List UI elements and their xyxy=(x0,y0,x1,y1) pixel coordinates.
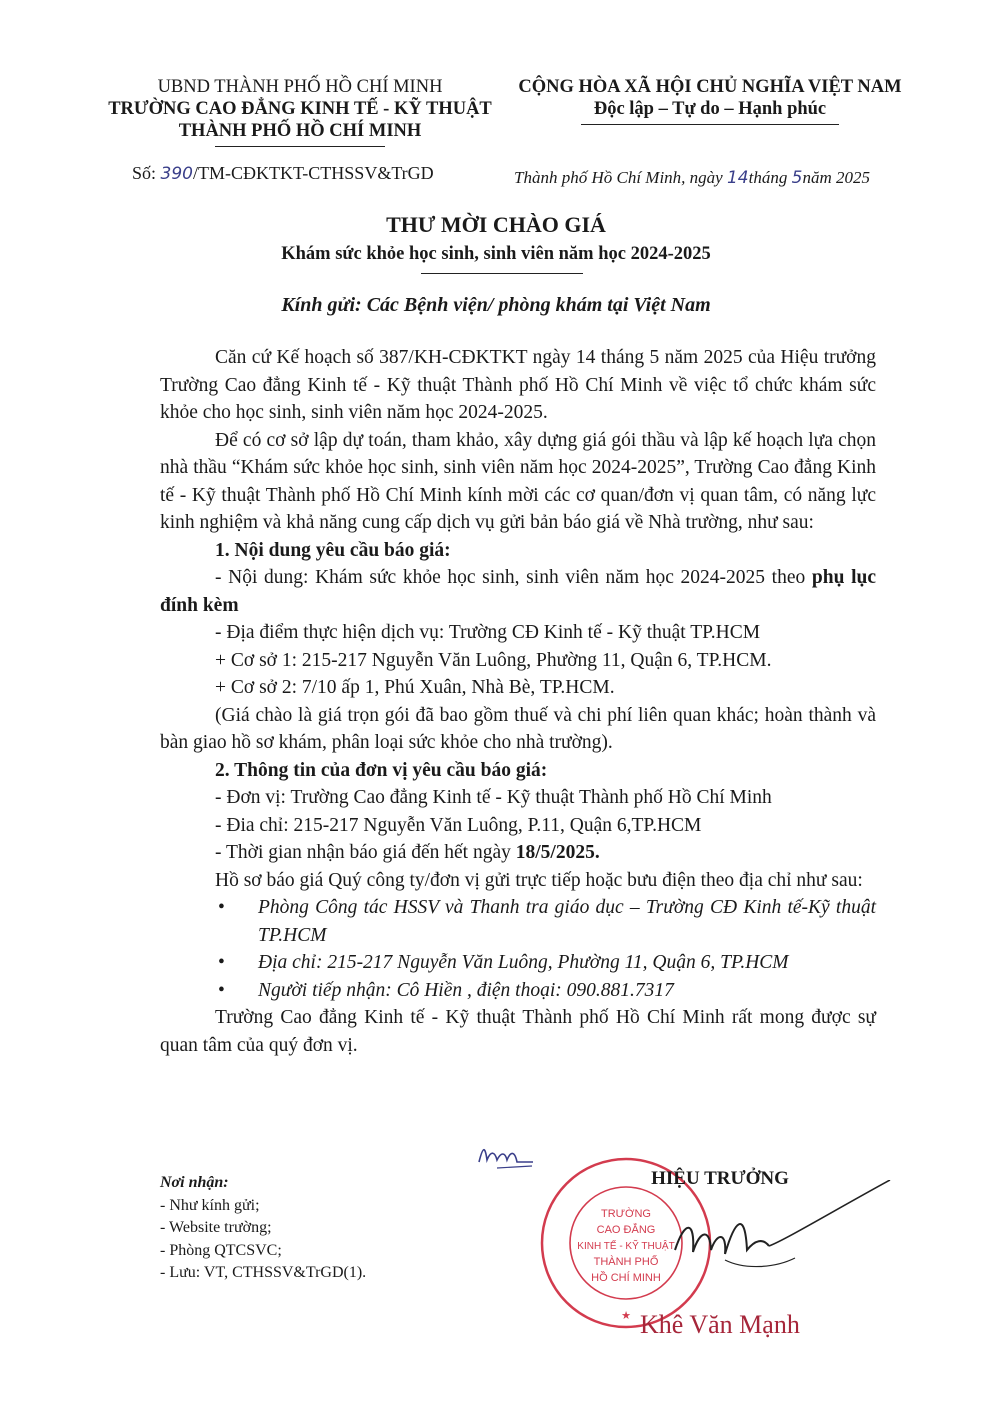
date-prefix: Thành phố Hồ Chí Minh, ngày xyxy=(514,168,723,187)
bullet-item xyxy=(160,894,876,949)
s1-campus2: + Cơ sở 2: 7/10 ấp 1, Phú Xuân, Nhà Bè, TP.HCM. xyxy=(215,677,615,698)
issuer-block xyxy=(95,76,505,147)
closing-para: Trường Cao đẳng Kinh tế - Kỹ thuật Thành phố Hồ Chí Minh rất mong được sự quan tâm của quý đơn vị. xyxy=(160,1007,876,1056)
bullet-text: Địa chỉ: 215-217 Nguyễn Văn Luông, Phường 11, Quận 6, TP.HCM xyxy=(258,952,789,973)
s2-deadline-text: - Thời gian nhận báo giá đến hết ngày xyxy=(215,842,516,863)
svg-text:★: ★ xyxy=(621,1310,631,1322)
signer-role: HIỆU TRƯỞNG xyxy=(651,1168,789,1189)
recipient-item: - Lưu: VT, CTHSSV&TrGD(1). xyxy=(160,1264,367,1281)
issuer-name: TRƯỜNG CAO ĐẲNG KINH TẾ - KỸ THUẬT xyxy=(108,99,492,119)
section1-heading: 1. Nội dung yêu cầu báo giá: xyxy=(215,539,451,561)
s2-unit: - Đơn vị: Trường Cao đẳng Kinh tế - Kỹ thuật Thành phố Hồ Chí Minh xyxy=(215,787,772,808)
svg-text:TRƯỜNG: TRƯỜNG xyxy=(601,1208,651,1220)
handwritten-initial xyxy=(477,1140,537,1170)
document-subtitle: Khám sức khỏe học sinh, sinh viên năm học 2024-2025 xyxy=(281,244,711,264)
number-prefix: Số: xyxy=(132,163,157,183)
recipient-line: Kính gửi: Các Bệnh viện/ phòng khám tại Việt Nam xyxy=(281,294,711,316)
document-number xyxy=(132,163,434,184)
letter-body xyxy=(160,344,876,1059)
s1-appendix-ref: phụ lục đính kèm xyxy=(160,567,876,616)
bullet-dot: • xyxy=(218,897,225,918)
date-day: 14 xyxy=(726,168,749,188)
para-basis: Căn cứ Kế hoạch số 387/KH-CĐKTKT ngày 14 tháng 5 năm 2025 của Hiệu trưởng Trường Cao đẳng Kinh tế - Kỹ thuật Thành phố Hồ Chí Minh về việc tổ chức khám sức khỏe cho học sinh, sinh viên năm học 2024-2025. xyxy=(160,347,876,423)
national-title: CỘNG HÒA XÃ HỘI CHỦ NGHĨA VIỆT NAM xyxy=(518,77,902,97)
date-year: năm 2025 xyxy=(802,168,870,187)
number-suffix: /TM-CĐKTKT-CTHSSV&TrGD xyxy=(192,163,434,183)
svg-text:HỒ CHÍ MINH: HỒ CHÍ MINH xyxy=(591,1272,661,1284)
bullet-text: Người tiếp nhận: Cô Hiền , điện thoại: 090.881.7317 xyxy=(258,979,674,1001)
bullet-dot: • xyxy=(218,952,225,973)
s2-deadline xyxy=(160,839,876,867)
document-title: THƯ MỜI CHÀO GIÁ xyxy=(386,212,606,237)
svg-text:THÀNH PHỐ: THÀNH PHỐ xyxy=(593,1256,659,1268)
handwritten-signature xyxy=(665,1180,895,1300)
document-date xyxy=(514,168,870,188)
recipient-item: - Như kính gửi; xyxy=(160,1196,260,1214)
motto-underline xyxy=(581,124,839,125)
national-motto-block xyxy=(505,76,915,125)
issuer-underline xyxy=(215,146,385,147)
para-purpose: Để có cơ sở lập dự toán, tham khảo, xây dựng giá gói thầu và lập kế hoạch lựa chọn nhà thầu “Khám sức khỏe học sinh, sinh viên năm học 2024-2025”, Trường Cao đẳng Kinh tế - Kỹ thuật Thành phố Hồ Chí Minh kính mời các cơ quan/đơn vị quan tâm, có năng lực kinh nghiệm và khả năng cung cấp dịch vụ gửi bản báo giá về Nhà trường, như sau: xyxy=(160,429,876,533)
issuer-parent: UBND THÀNH PHỐ HỒ CHÍ MINH xyxy=(157,77,443,97)
bullet-dot: • xyxy=(218,979,225,1001)
bullet-item xyxy=(160,977,876,1005)
issuer-city: THÀNH PHỐ HỒ CHÍ MINH xyxy=(178,121,422,141)
national-motto: Độc lập – Tự do – Hạnh phúc xyxy=(593,99,827,119)
recipients-block xyxy=(160,1172,366,1285)
date-month: 5 xyxy=(791,168,803,188)
svg-text:CAO ĐẲNG: CAO ĐẲNG xyxy=(596,1224,656,1236)
s1-content xyxy=(160,564,876,619)
signer-name: Khê Văn Mạnh xyxy=(640,1310,800,1339)
date-month-label: tháng xyxy=(748,168,788,187)
s2-address: - Đia chỉ: 215-217 Nguyễn Văn Luông, P.11, Quận 6,TP.HCM xyxy=(215,814,702,836)
section2-heading: 2. Thông tin của đơn vị yêu cầu báo giá: xyxy=(215,759,548,781)
s1-content-text: - Nội dung: Khám sức khỏe học sinh, sinh viên năm học 2024-2025 theo xyxy=(215,567,812,588)
s2-deadline-date: 18/5/2025. xyxy=(515,842,600,863)
svg-text:KINH TẾ - KỸ THUẬT: KINH TẾ - KỸ THUẬT xyxy=(577,1241,675,1252)
bullet-text: Phòng Công tác HSSV và Thanh tra giáo dục – Trường CĐ Kinh tế-Kỹ thuật TP.HCM xyxy=(258,897,876,946)
s1-campus1: + Cơ sở 1: 215-217 Nguyễn Văn Luông, Phường 11, Quận 6, TP.HCM. xyxy=(215,649,772,671)
recipient-item: - Phòng QTCSVC; xyxy=(160,1241,282,1259)
s1-location: - Địa điểm thực hiện dịch vụ: Trường CĐ Kinh tế - Kỹ thuật TP.HCM xyxy=(215,622,761,643)
submit-para: Hồ sơ báo giá Quý công ty/đơn vị gửi trực tiếp hoặc bưu điện theo địa chỉ như sau: xyxy=(215,869,863,891)
bullet-item xyxy=(160,949,876,977)
recipient-item: - Website trường; xyxy=(160,1219,272,1236)
s1-note: (Giá chào là giá trọn gói đã bao gồm thuế và chi phí liên quan khác; hoàn thành và bàn giao hồ sơ khám, phân loại sức khỏe cho nhà trường). xyxy=(160,704,876,753)
recipients-heading: Nơi nhận: xyxy=(160,1174,229,1191)
number-handwritten: 390 xyxy=(160,164,193,184)
title-underline xyxy=(421,273,583,274)
